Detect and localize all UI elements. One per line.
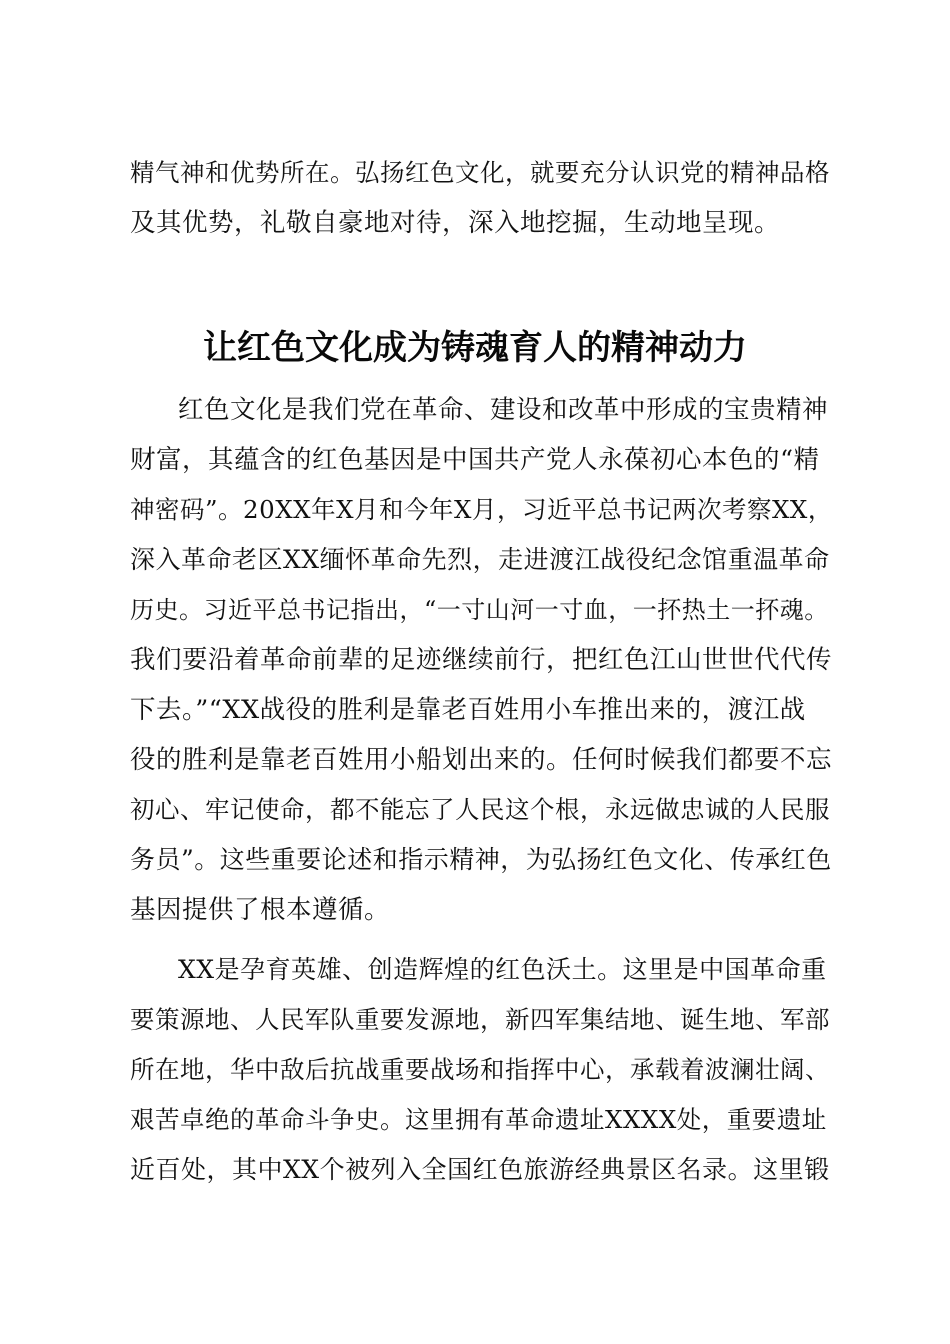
paragraph2-line-4: 艰苦卓绝的革命斗争史。这里拥有革命遗址XXXX处，重要遗址 [130,1105,827,1134]
paragraph1-line-5: 历史。习近平总书记指出，“一寸山河一寸血，一抔热土一抔魂。 [130,596,829,624]
paragraph1-line-7: 下去。”“XX战役的胜利是靠老百姓用小车推出来的，渡江战 [130,695,806,725]
paragraph1-line-6: 我们要沿着革命前辈的足迹继续前行，把红色江山世世代代传 [130,645,833,675]
paragraph2-line-2: 要策源地、人民军队重要发源地，新四军集结地、诞生地、军部 [130,1005,830,1034]
intro-line-2: 及其优势，礼敬自豪地对待，深入地挖掘，生动地呈现。 [130,208,781,238]
paragraph1-line-2: 财富，其蕴含的红色基因是中国共产党人永葆初心本色的“精 [130,445,820,475]
paragraph2-line-5: 近百处，其中XX个被列入全国红色旅游经典景区名录。这里锻 [130,1155,830,1184]
paragraph1-line-3: 神密码”。20XX年X月和今年X月，习近平总书记两次考察XX， [130,495,833,524]
paragraph1-line-1: 红色文化是我们党在革命、建设和改革中形成的宝贵精神 [178,395,829,425]
section-title: 让红色文化成为铸魂育人的精神动力 [203,328,747,368]
paragraph1-line-10: 务员”。这些重要论述和指示精神，为弘扬红色文化、传承红色 [130,845,832,874]
paragraph1-line-11: 基因提供了根本遵循。 [130,895,391,925]
paragraph1-line-9: 初心、牢记使命，都不能忘了人民这个根，永远做忠诚的人民服 [130,795,830,824]
paragraph2-line-3: 所在地，华中敌后抗战重要战场和指挥中心，承载着波澜壮阔、 [130,1055,830,1084]
paragraph1-line-8: 役的胜利是靠老百姓用小船划出来的。任何时候我们都要不忘 [130,745,833,775]
intro-line-1: 精气神和优势所在。弘扬红色文化，就要充分认识党的精神品格 [130,158,830,187]
paragraph1-line-4: 深入革命老区XX缅怀革命先烈，走进渡江战役纪念馆重温革命 [130,545,830,574]
paragraph2-line-1: XX是孕育英雄、创造辉煌的红色沃土。这里是中国革命重 [178,955,827,984]
